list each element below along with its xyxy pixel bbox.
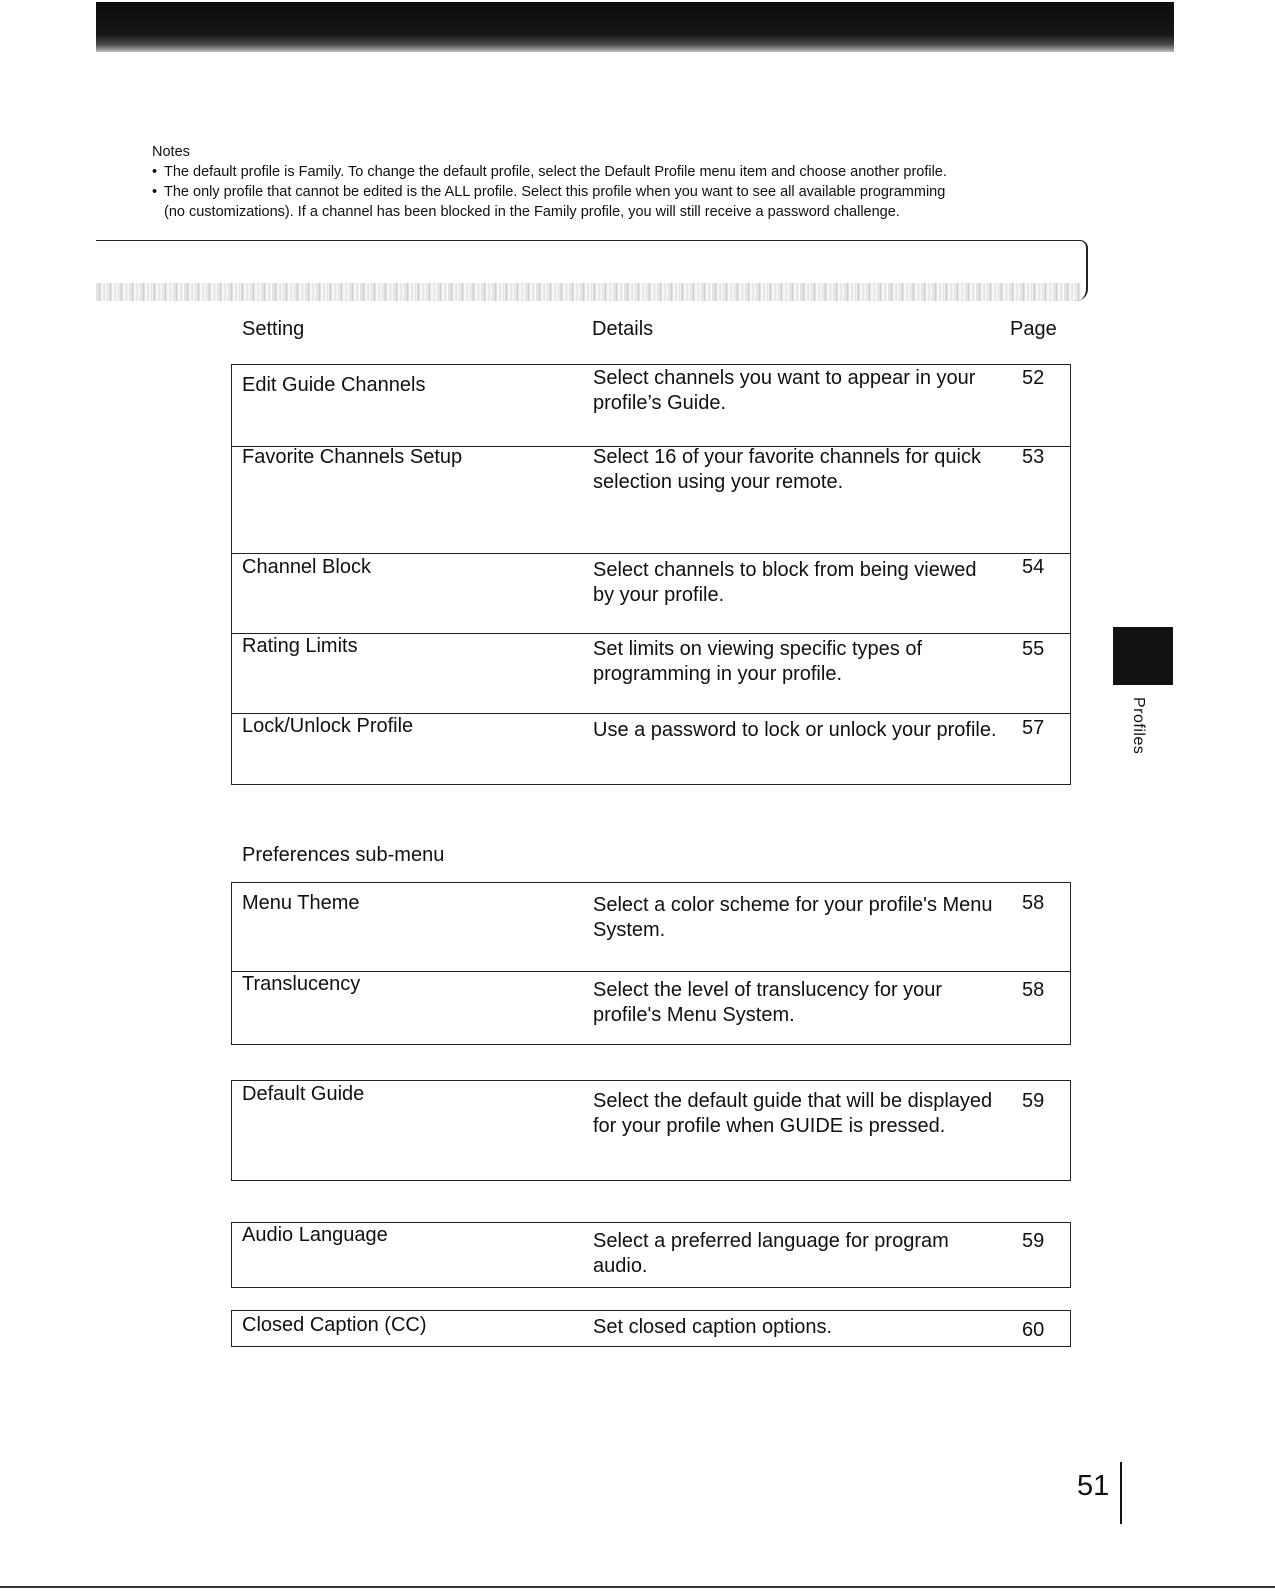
setting-cell: Favorite Channels Setup (242, 446, 463, 468)
page-cell: 58 (1022, 892, 1045, 914)
header-band (96, 2, 1174, 52)
setting-cell: Menu Theme (242, 892, 360, 914)
note-continuation: (no customizations). If a channel has been blocked in the Family profile, you will still receive a password challenge. (164, 204, 900, 220)
details-cell: Set closed caption options. (593, 1316, 833, 1338)
details-cell: Select the default guide that will be displayed for your profile when GUIDE is pressed. (593, 1090, 993, 1137)
details-cell: Select a preferred language for program audio. (593, 1230, 949, 1277)
setting-cell: Translucency (242, 973, 361, 995)
note-text: The default profile is Family. To change the default profile, select the Default Profile menu item and choose another profile. (164, 164, 947, 180)
preferences-table (231, 882, 1071, 1045)
table-row (232, 883, 1070, 972)
details-cell: Select channels you want to appear in your profile’s Guide. (593, 367, 976, 414)
page-cell: 59 (1022, 1230, 1045, 1252)
page-cell: 60 (1022, 1319, 1045, 1341)
setting-cell: Audio Language (242, 1224, 388, 1246)
setting-cell: Lock/Unlock Profile (242, 715, 414, 737)
note-item (152, 182, 1082, 202)
bottom-rule (0, 1586, 1275, 1588)
notes-title: Notes (152, 144, 190, 160)
details-cell: Set limits on viewing specific types of programming in your profile. (593, 638, 923, 685)
page-number-rule (1120, 1462, 1122, 1524)
header-page: Page (1010, 318, 1057, 340)
page-cell: 55 (1022, 638, 1045, 660)
table-row (232, 447, 1070, 554)
page-cell: 53 (1022, 446, 1045, 468)
note-text: The only profile that cannot be edited is the ALL profile. Select this profile when you want to see all available programming (164, 184, 946, 200)
page-cell: 58 (1022, 979, 1045, 1001)
page-cell: 54 (1022, 556, 1045, 578)
setting-cell: Edit Guide Channels (242, 374, 426, 396)
setting-cell: Channel Block (242, 556, 371, 578)
table-row (232, 365, 1070, 447)
setting-cell: Closed Caption (CC) (242, 1314, 427, 1336)
table-row (232, 634, 1070, 714)
bullet-icon: • (152, 184, 158, 200)
details-cell: Select the level of translucency for your profile's Menu System. (593, 979, 943, 1026)
scan-artifact-strip (96, 283, 1082, 301)
page-number: 51 (1077, 1470, 1110, 1502)
bullet-icon: • (152, 164, 158, 180)
header-details: Details (592, 318, 654, 340)
default-guide-table (231, 1080, 1071, 1181)
table-row (232, 972, 1070, 1044)
table-row (232, 1311, 1070, 1345)
table-row (232, 714, 1070, 784)
note-item (152, 162, 1082, 182)
page-cell: 57 (1022, 717, 1045, 739)
setting-cell: Default Guide (242, 1083, 365, 1105)
details-cell: Select 16 of your favorite channels for quick selection using your remote. (593, 446, 981, 493)
table-row (232, 1081, 1070, 1179)
page-cell: 52 (1022, 367, 1045, 389)
chapter-tab-marker (1113, 627, 1173, 685)
closed-caption-table (231, 1310, 1071, 1347)
settings-table (231, 364, 1071, 785)
table-row (232, 554, 1070, 634)
notes-block (152, 142, 1082, 222)
details-cell: Select channels to block from being viewed by your profile. (593, 559, 977, 606)
details-cell: Select a color scheme for your profile's Menu System. (593, 894, 993, 941)
setting-cell: Rating Limits (242, 635, 358, 657)
details-cell: Use a password to lock or unlock your profile. (593, 719, 997, 741)
page-cell: 59 (1022, 1090, 1045, 1112)
table-row (232, 1223, 1070, 1286)
audio-language-table (231, 1222, 1071, 1288)
preferences-submenu-heading: Preferences sub-menu (242, 844, 445, 866)
chapter-tab-label: Profiles (1130, 697, 1147, 755)
header-setting: Setting (242, 318, 305, 340)
